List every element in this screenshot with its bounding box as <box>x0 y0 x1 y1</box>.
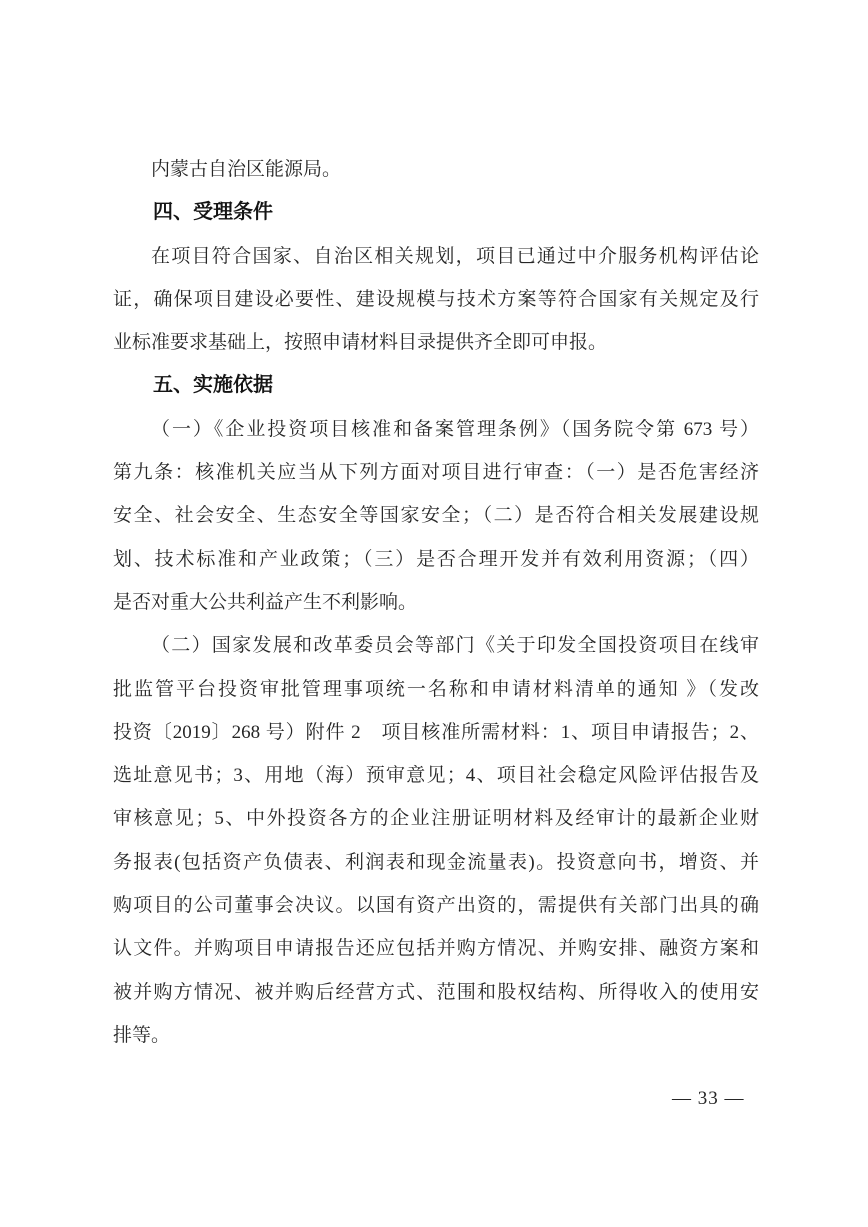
section-heading: 五、实施依据 <box>153 374 273 397</box>
paragraph <box>113 408 759 624</box>
document-body <box>113 148 759 1057</box>
text-line: 划、技术标准和产业政策；（三）是否合理开发并有效利用资源；（四） <box>113 548 759 570</box>
text-line: 证，确保项目建设必要性、建设规模与技术方案等符合国家有关规定及行 <box>113 288 759 310</box>
text-line: 内蒙古自治区能源局。 <box>151 159 342 180</box>
text-line: 排等。 <box>113 1024 171 1046</box>
text-line: 务报表(包括资产负债表、利润表和现金流量表)。投资意向书，增资、并 <box>113 851 759 873</box>
text-line: 在项目符合国家、自治区相关规划，项目已通过中介服务机构评估论 <box>151 245 759 267</box>
text-line: 选址意见书；3、用地（海）预审意见；4、项目社会稳定风险评估报告及 <box>113 765 759 787</box>
text-line: 认文件。并购项目申请报告还应包括并购方情况、并购安排、融资方案和 <box>113 938 759 960</box>
text-line: （二）国家发展和改革委员会等部门《关于印发全国投资项目在线审 <box>151 635 759 657</box>
paragraph <box>113 624 759 1057</box>
paragraph <box>113 235 759 365</box>
text-line: 业标准要求基础上，按照申请材料目录提供齐全即可申报。 <box>113 332 608 354</box>
page-number: — 33 — <box>672 1088 745 1109</box>
section-heading: 四、受理条件 <box>153 201 273 224</box>
text-line: 第九条：核准机关应当从下列方面对项目进行审查：（一）是否危害经济 <box>113 462 759 484</box>
paragraph <box>113 148 759 191</box>
text-line: 批监管平台投资审批管理事项统一名称和申请材料清单的通知 》（发改 <box>113 678 759 700</box>
text-line: 是否对重大公共利益产生不利影响。 <box>113 591 418 613</box>
text-line: （一）《企业投资项目核准和备案管理条例》（国务院令第 673 号） <box>151 418 759 440</box>
text-line: 购项目的公司董事会决议。以国有资产出资的，需提供有关部门出具的确 <box>113 895 759 917</box>
text-line: 审核意见；5、中外投资各方的企业注册证明材料及经审计的最新企业财 <box>113 808 759 830</box>
text-line: 安全、社会安全、生态安全等国家安全；（二）是否符合相关发展建设规 <box>113 505 759 527</box>
text-line: 被并购方情况、被并购后经营方式、范围和股权结构、所得收入的使用安 <box>113 981 759 1003</box>
text-line: 投资〔2019〕268 号）附件 2 项目核准所需材料：1、项目申请报告；2、 <box>113 721 759 743</box>
